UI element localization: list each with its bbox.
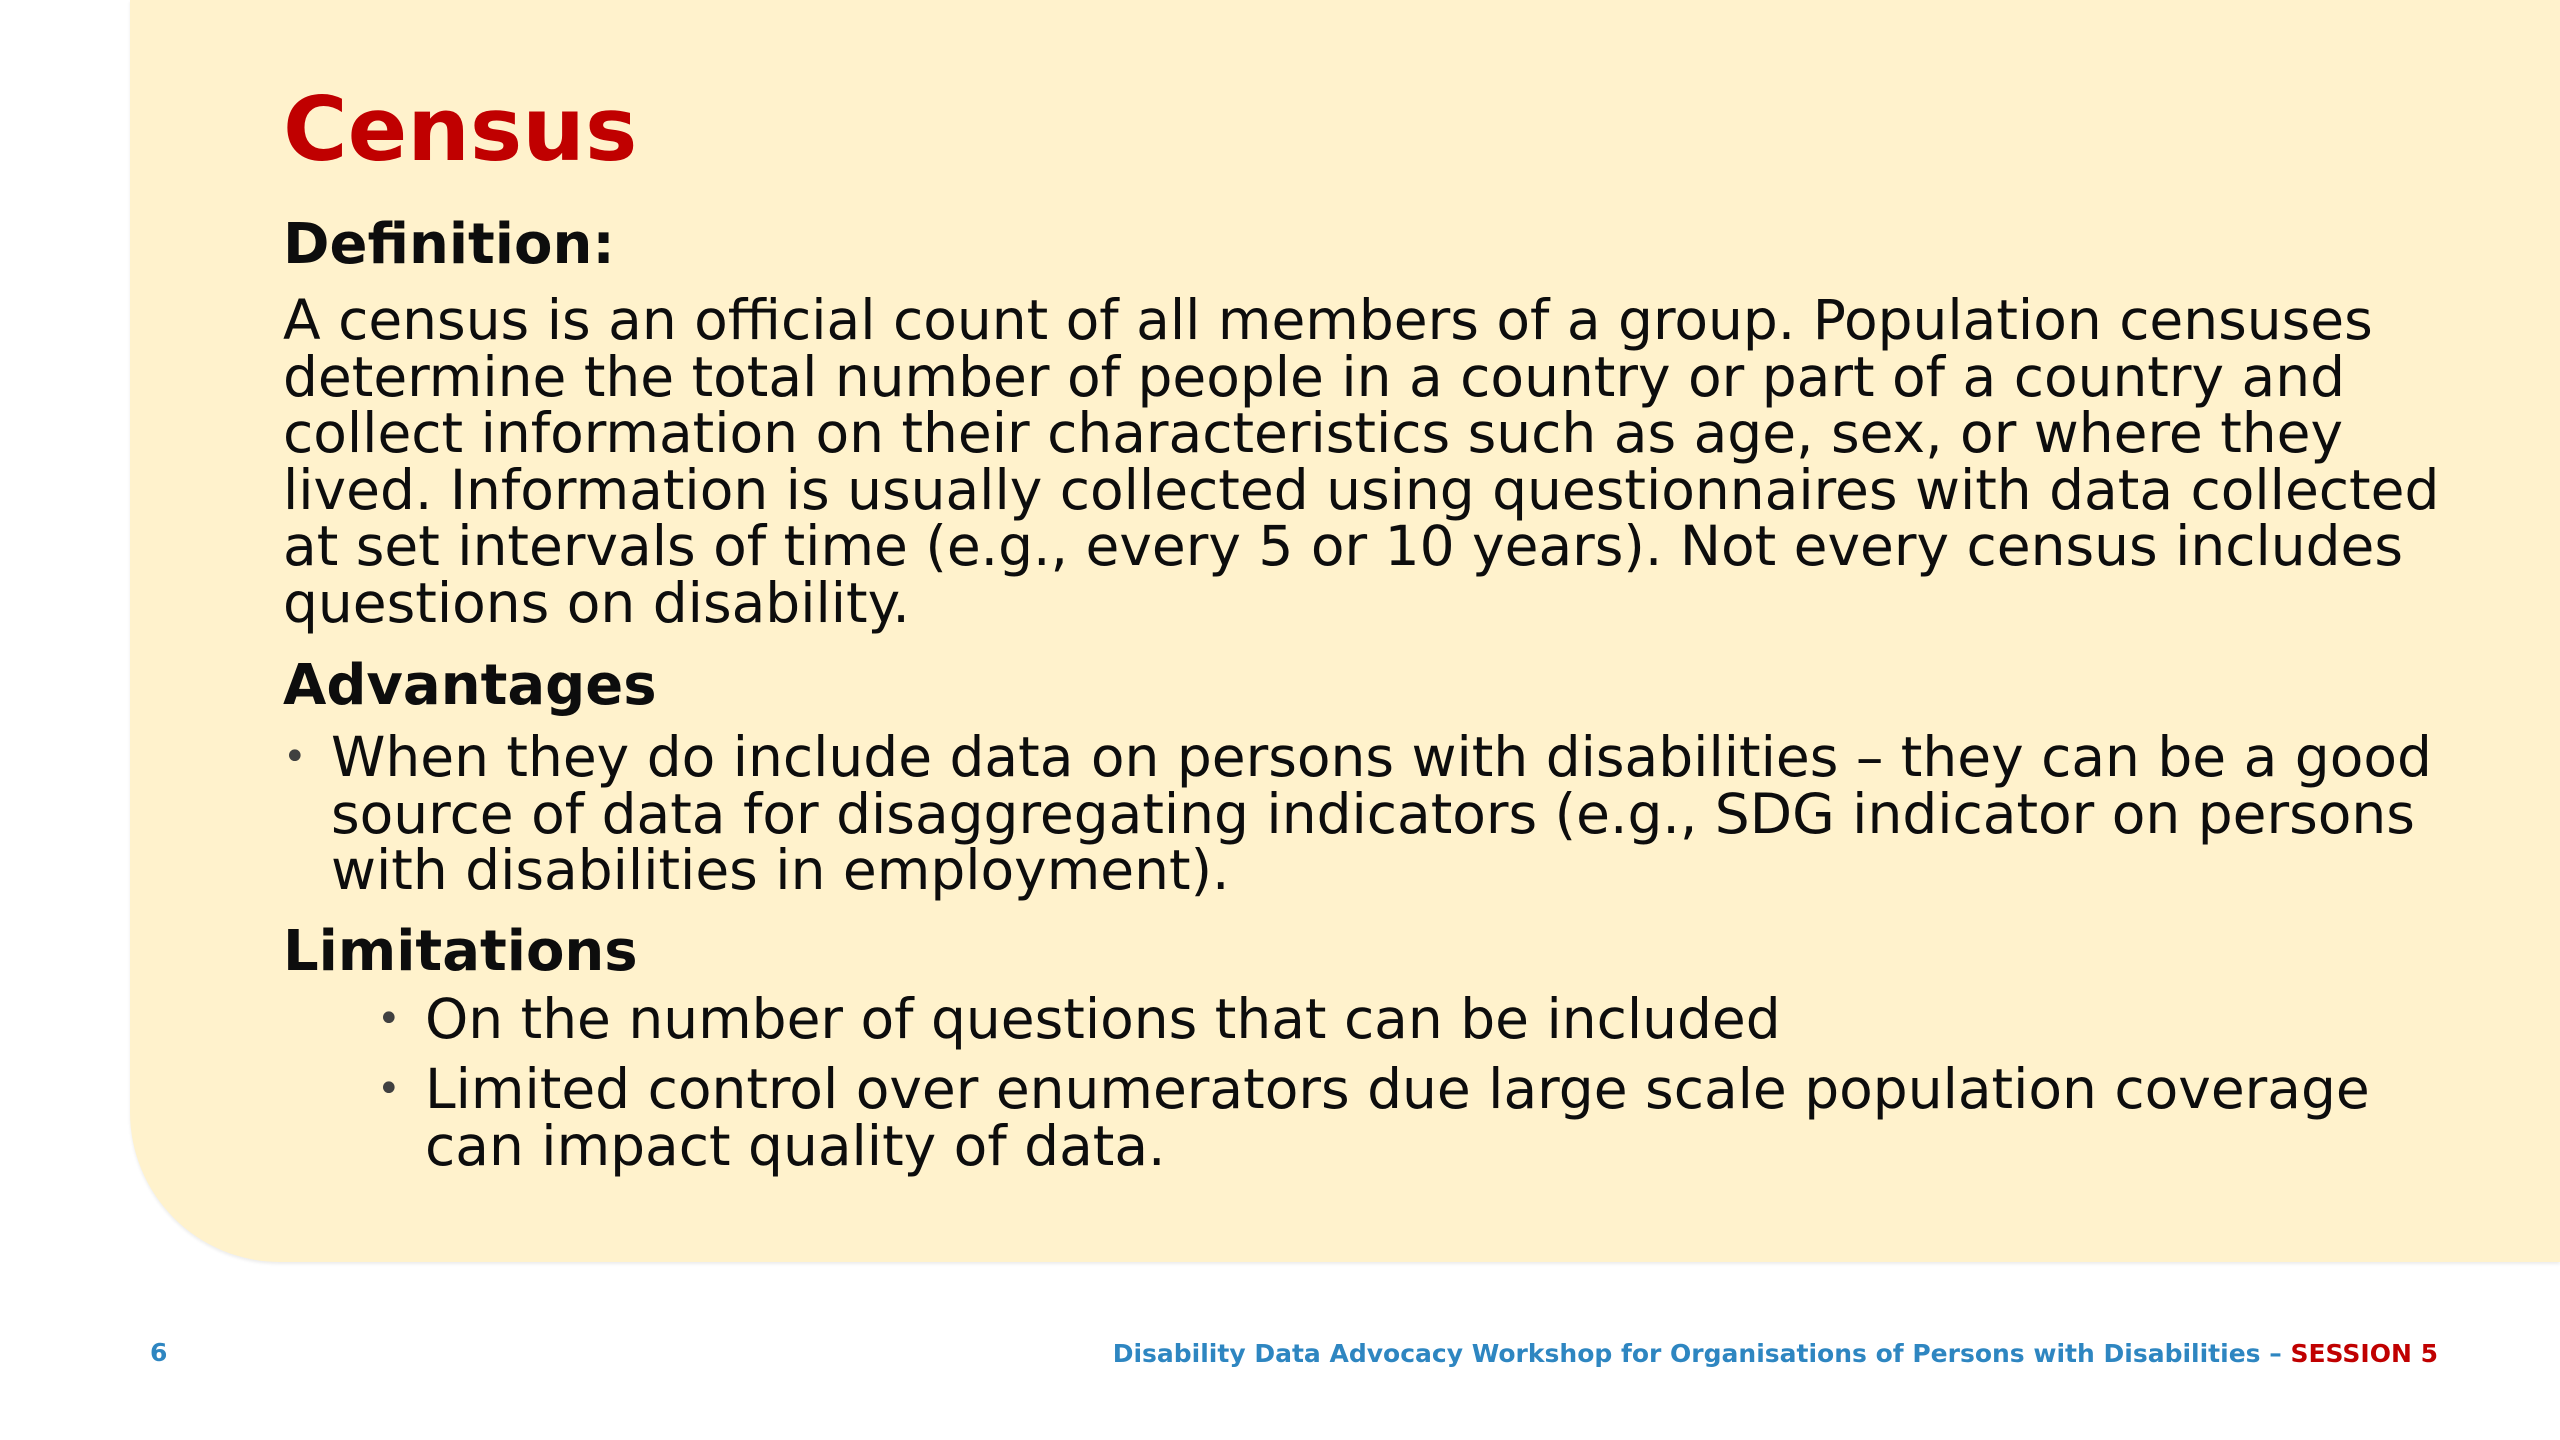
- limitation-item-text: On the number of questions that can be included: [425, 986, 1781, 1051]
- definition-heading: Definition:: [283, 212, 615, 277]
- definition-text: A census is an official count of all members of a group. Population censuses determine the total number of people in a country or part of a country and collect information on their characteristics such as age, sex, or where they lived. Information is usually collected using questionnaires with data collected at set intervals of time (e.g., every 5 or 10 years). Not every census includes questions on disability.: [283, 288, 2440, 635]
- footer-session-label: SESSION 5: [2290, 1339, 2438, 1368]
- limitation-item: [377, 986, 2443, 1051]
- footer-workshop-text: Disability Data Advocacy Workshop for Organisations of Persons with Disabilities –: [1112, 1339, 2291, 1368]
- footer-workshop-title: [1113, 1339, 2438, 1368]
- limitation-item: [377, 1057, 2443, 1178]
- limitation-item-text: Limited control over enumerators due large scale population coverage can impact quality of data.: [425, 1057, 2370, 1178]
- page-number: 6: [150, 1338, 168, 1367]
- slide-content: [283, 70, 2443, 1178]
- bullet-icon: •: [377, 995, 401, 1042]
- advantages-list: [283, 725, 2443, 902]
- bullet-icon: •: [283, 734, 307, 780]
- advantage-item-text: When they do include data on persons with disabilities – they can be a good source of data for disaggregating indicators (e.g., SDG indicator on persons with disabilities in employment).: [331, 725, 2432, 902]
- slide-title: Census: [283, 78, 638, 181]
- limitations-heading: Limitations: [283, 918, 638, 984]
- advantages-heading: Advantages: [283, 653, 657, 718]
- bullet-icon: •: [377, 1066, 401, 1112]
- advantage-item: [283, 725, 2443, 902]
- limitations-list: [377, 986, 2443, 1178]
